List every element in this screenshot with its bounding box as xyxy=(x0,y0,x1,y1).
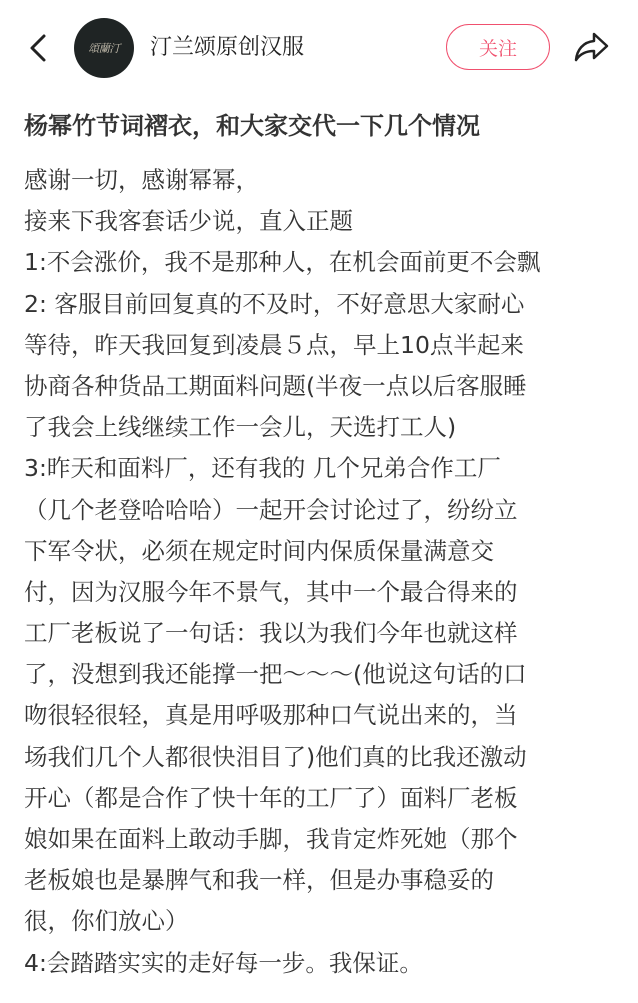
post-line: 场我们几个人都很快泪目了)他们真的比我还激动 xyxy=(24,742,527,771)
share-button[interactable] xyxy=(572,26,612,66)
post-line: 工厂老板说了一句话：我以为我们今年也就这样 xyxy=(24,619,518,648)
post-line: 老板娘也是暴脾气和我一样，但是办事稳妥的 xyxy=(24,866,494,895)
post-line: （几个老登哈哈哈）一起开会讨论过了，纷纷立 xyxy=(24,495,518,524)
follow-button[interactable]: 关注 xyxy=(446,24,550,70)
share-icon xyxy=(572,26,612,66)
author-name[interactable]: 汀兰颂原创汉服 xyxy=(150,35,305,60)
top-bar xyxy=(0,0,638,96)
post-title: 杨幂竹节词褶衣，和大家交代一下几个情况 xyxy=(24,112,480,140)
back-arrow-icon xyxy=(22,28,58,68)
post-line: 等待，昨天我回复到凌晨５点，早上10点半起来 xyxy=(24,330,524,359)
post-line: 吻很轻很轻，真是用呼吸那种口气说出来的，当 xyxy=(24,701,518,730)
post-line: 娘如果在面料上敢动手脚，我肯定炸死她（那个 xyxy=(24,825,518,853)
back-button[interactable] xyxy=(22,28,58,68)
post-line: 3:昨天和面料厂，还有我的 几个兄弟合作工厂 xyxy=(24,454,501,483)
post-line: 2: 客服目前回复真的不及时，不好意思大家耐心 xyxy=(24,289,525,318)
post-line: 了我会上线继续工作一会儿，天选打工人) xyxy=(24,413,457,442)
post-line: 接来下我客套话少说，直入正题 xyxy=(24,207,353,236)
post-line: 付，因为汉服今年不景气，其中一个最合得来的 xyxy=(24,577,518,606)
post-body xyxy=(24,160,624,984)
post-line: 感谢一切，感谢幂幂， xyxy=(24,166,259,194)
avatar[interactable] xyxy=(74,18,134,78)
post-line: 协商各种货品工期面料问题(半夜一点以后客服睡 xyxy=(24,371,527,400)
post-line: 下军令状，必须在规定时间内保质保量满意交 xyxy=(24,536,494,565)
avatar-logo-text: 頌蘭汀 xyxy=(88,42,120,55)
post-line: 4:会踏踏实实的走好每一步。我保证。 xyxy=(24,948,423,977)
post-line: 了，没想到我还能撑一把～～～(他说这句话的口 xyxy=(24,660,527,689)
post-line: 很，你们放心） xyxy=(24,907,189,936)
post-line: 开心（都是合作了快十年的工厂了）面料厂老板 xyxy=(24,783,518,812)
post-line: 1:不会涨价，我不是那种人，在机会面前更不会飘 xyxy=(24,248,541,277)
